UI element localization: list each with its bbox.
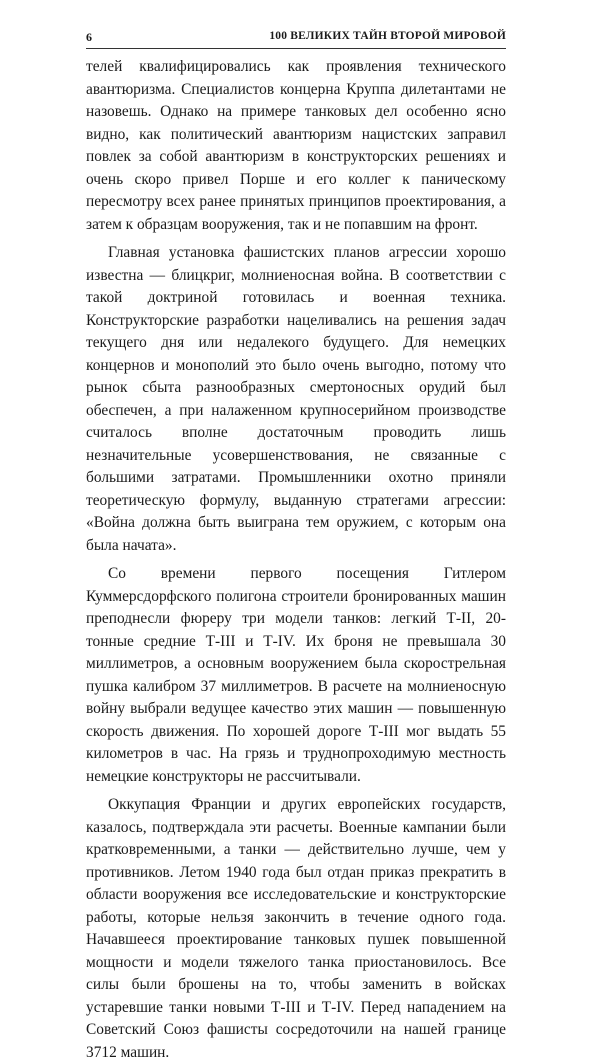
paragraph-blitzkrieg: Главная установка фашистских планов агрессии хорошо известна — блицкриг, молниеносная война. В соответствии с такой доктриной готовилась и военная техника. Конструкторские разработки нацеливались на решения задач текущего дня или недалекого будущего. Для немецких концернов и монополий это было очень выгодно, потому что рынок сбыта разнообразных смертоносных орудий был обеспечен, а при налаженном крупносерийном производстве считалось вполне достаточным проводить лишь незначительные усовершенствования, не связанные с большими затратами. Промышленники охотно приняли теоретическую формулу, выданную стратегами агрессии: «Война должна быть выиграна тем оружием, с которым она была начата».: [86, 244, 506, 554]
page-number: 6: [86, 30, 92, 44]
page-header: [86, 30, 506, 49]
paragraph-continuation: телей квалифицировались как проявления технического авантюризма. Специалистов концерна Круппа дилетантами не назовешь. Однако на примере танковых дел особенно ясно видно, как политический авантюризм нацистских заправил повлек за собой авантюризм в конструкторских решениях и очень скоро привел Порше и его коллег к паническому пересмотру всех ранее принятых принципов проектирования, а затем к образцам вооружения, так и не попавшим на фронт.: [86, 58, 506, 233]
paragraph-tank-models: Со времени первого посещения Гитлером Куммерсдорфского полигона строители бронированных машин преподнесли фюреру три модели танков: легкий Т-II, 20-тонные средние Т-III и Т-IV. Их броня не превышала 30 миллиметров, а основным вооружением была скорострельная пушка калибром 37 миллиметров. В расчете на молниеносную войну выбрали ведущее качество этих машин — повышенную скорость движения. По хорошей дороге Т-III мог выдать 55 километров в час. На грязь и труднопроходимую местность немецкие конструкторы не рассчитывали.: [86, 565, 506, 785]
running-head: 100 ВЕЛИКИХ ТАЙН ВТОРОЙ МИРОВОЙ: [269, 30, 506, 42]
body-text: [86, 56, 506, 1064]
paragraph-occupation: Оккупация Франции и других европейских государств, казалось, подтверждала эти расчеты. Военные кампании были кратковременными, а танки — действительно лучше, чем у противников. Летом 1940 года был отдан приказ прекратить в области вооружения все исследовательские и конструкторские работы, которые нельзя закончить в течение одного года. Начавшееся проектирование танковых пушек повышенной мощности и модели тяжелого танка приостановилось. Все силы были брошены на то, чтобы заменить в войсках устаревшие танки новыми Т-III и Т-IV. Перед нападением на Советский Союз фашисты сосредоточили на нашей границе 3712 машин.: [86, 796, 506, 1061]
